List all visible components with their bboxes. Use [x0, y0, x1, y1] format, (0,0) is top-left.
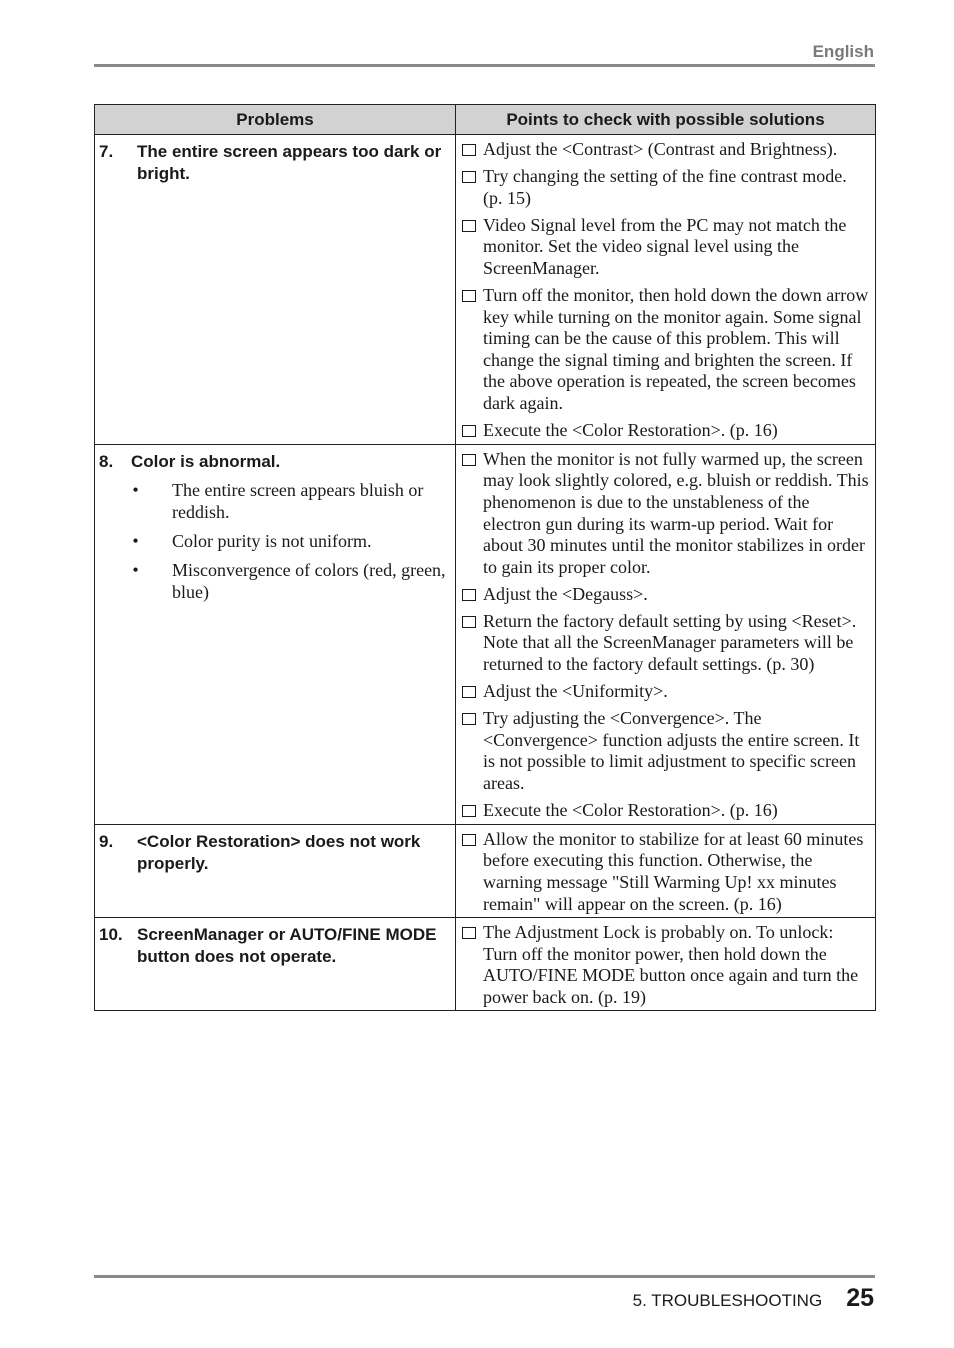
solution-item [462, 166, 869, 209]
problem-cell [95, 824, 456, 917]
solution-text: Turn off the monitor, then hold down the down arrow key while turning on the monitor again. Some signal timing can be the cause of this problem. This will change the signal timing and brighten the screen. If the above operation is repeated, the screen becomes dark again. [483, 285, 869, 414]
problem-title: The entire screen appears too dark or bright. [137, 142, 442, 183]
solution-item [462, 139, 869, 161]
checkbox-icon [462, 454, 476, 466]
section-title: 5. TROUBLESHOOTING [632, 1291, 823, 1310]
header-rule [94, 64, 875, 67]
problem-heading [99, 924, 447, 968]
symptom-text: Color purity is not uniform. [172, 530, 372, 551]
symptom-item [99, 559, 447, 603]
solution-text: Try changing the setting of the fine contrast mode. (p. 15) [483, 166, 847, 208]
symptom-item [99, 530, 447, 552]
solution-text: Execute the <Color Restoration>. (p. 16) [483, 420, 778, 441]
solution-cell [456, 135, 876, 445]
page-footer [633, 1284, 874, 1313]
table-header-row [95, 105, 876, 135]
problem-number: 9. [99, 831, 114, 851]
checkbox-icon [462, 589, 476, 601]
checkbox-icon [462, 171, 476, 183]
solution-text: When the monitor is not fully warmed up, the screen may look slightly colored, e.g. bluish or reddish. This phenomenon is due to the unstableness of the electron gun during its warm-up period. Wait for about 30 minutes until the monitor stabilizes in order to gain its proper color. [483, 448, 869, 577]
checkbox-icon [462, 834, 476, 846]
footer-rule [94, 1275, 875, 1278]
symptom-list [99, 479, 447, 603]
table-row [95, 444, 876, 824]
page-number: 25 [846, 1284, 874, 1312]
language-label: English [812, 42, 874, 61]
checkbox-icon [462, 686, 476, 698]
checkbox-icon [462, 144, 476, 156]
solution-text: The Adjustment Lock is probably on. To unlock: Turn off the monitor power, then hold down the AUTO/FINE MODE button once again and turn the power back on. (p. 19) [483, 922, 859, 1007]
solution-text: Allow the monitor to stabilize for at least 60 minutes before executing this function. Otherwise, the warning message "Still Warming Up! xx minutes remain" will appear on the screen. (p. 16) [483, 828, 864, 914]
solution-item [462, 829, 869, 915]
solution-item [462, 215, 869, 280]
table-row [95, 824, 876, 917]
column-header-solutions: Points to check with possible solutions [456, 105, 876, 135]
bullet-icon: • [132, 559, 139, 580]
solution-item [462, 800, 869, 822]
problem-cell [95, 135, 456, 445]
troubleshooting-table [94, 104, 876, 1011]
solution-text: Adjust the <Contrast> (Contrast and Brightness). [483, 139, 838, 159]
checkbox-icon [462, 425, 476, 437]
symptom-item [99, 479, 447, 523]
solution-item [462, 584, 869, 606]
solution-item [462, 420, 869, 442]
column-header-problems: Problems [95, 105, 456, 135]
solution-text: Video Signal level from the PC may not match the monitor. Set the video signal level using the ScreenManager. [483, 214, 847, 278]
solution-text: Adjust the <Degauss>. [483, 583, 648, 604]
checkbox-icon [462, 713, 476, 725]
problem-title: Color is abnormal. [131, 451, 281, 471]
problem-number: 8. [99, 451, 114, 471]
bullet-icon: • [132, 530, 139, 551]
checkbox-icon [462, 805, 476, 817]
solution-text: Return the factory default setting by using <Reset>. Note that all the ScreenManager parameters will be returned to the factory default settings. (p. 30) [483, 610, 857, 675]
symptom-text: The entire screen appears bluish or reddish. [172, 479, 424, 522]
solution-text: Execute the <Color Restoration>. (p. 16) [483, 800, 778, 821]
solution-item [462, 681, 869, 703]
bullet-icon: • [132, 479, 139, 500]
solution-item [462, 285, 869, 415]
solution-item [462, 611, 869, 676]
problem-number: 7. [99, 142, 114, 161]
checkbox-icon [462, 290, 476, 302]
symptom-text: Misconvergence of colors (red, green, blue) [172, 559, 446, 602]
problem-number: 10. [99, 925, 123, 945]
solution-cell [456, 918, 876, 1011]
checkbox-icon [462, 220, 476, 232]
solution-item [462, 922, 869, 1008]
checkbox-icon [462, 927, 476, 939]
table-row [95, 918, 876, 1011]
problem-heading [99, 831, 447, 875]
solution-text: Adjust the <Uniformity>. [483, 681, 668, 702]
table-row [95, 135, 876, 445]
solution-cell [456, 444, 876, 824]
problem-cell [95, 444, 456, 824]
problem-title: ScreenManager or AUTO/FINE MODE button does not operate. [137, 925, 437, 967]
problem-heading [99, 141, 447, 185]
problem-heading [99, 451, 447, 473]
solution-cell [456, 824, 876, 917]
checkbox-icon [462, 616, 476, 628]
problem-title: <Color Restoration> does not work properly. [137, 831, 421, 873]
solution-item [462, 708, 869, 794]
problem-cell [95, 918, 456, 1011]
solution-item [462, 449, 869, 579]
solution-text: Try adjusting the <Convergence>. The <Convergence> function adjusts the entire screen. It is not possible to limit adjustment to specific screen areas. [483, 708, 860, 794]
